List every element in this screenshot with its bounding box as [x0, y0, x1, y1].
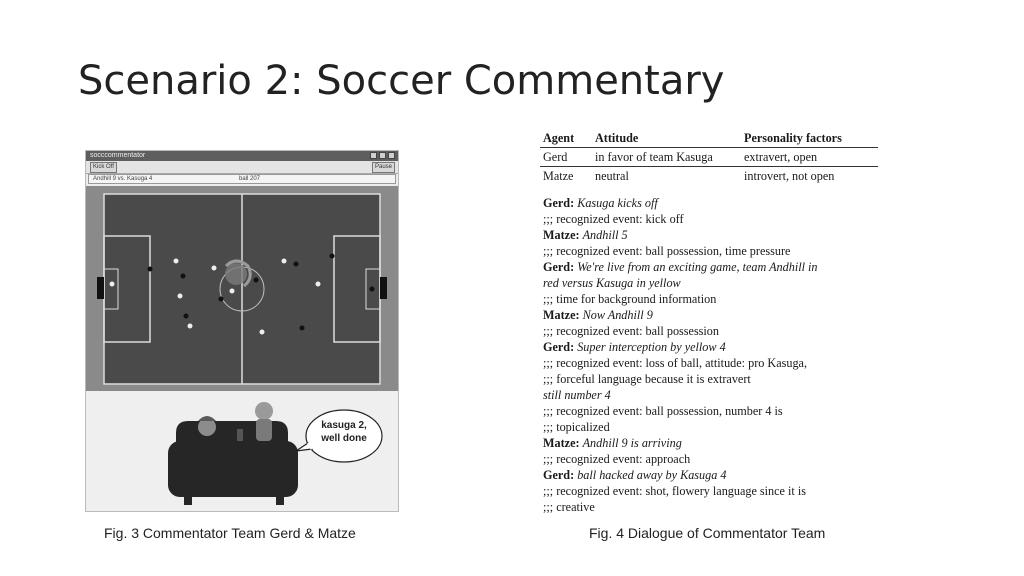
player-dot [174, 259, 179, 264]
event-note: ;;; recognized event: loss of ball, attitude: pro Kasuga, [543, 356, 807, 370]
player-dot [212, 266, 217, 271]
player-dot [316, 282, 321, 287]
event-note: ;;; topicalized [543, 420, 610, 434]
table-row [540, 167, 878, 186]
table-row [540, 148, 878, 167]
table-cell: Matze [543, 169, 574, 183]
figure-dialogue [540, 128, 880, 518]
player-dot [254, 278, 259, 283]
event-note: ;;; forceful language because it is extravert [543, 372, 751, 386]
header-agent: Agent [543, 131, 575, 145]
window-controls [370, 152, 395, 159]
speaker-label: Gerd: [543, 340, 575, 354]
event-note: ;;; recognized event: ball possession, time pressure [543, 244, 791, 258]
speaker-label: Gerd: [543, 468, 575, 482]
event-note: ;;; recognized event: ball possession [543, 324, 719, 338]
dialogue-line [543, 275, 881, 291]
table-cell: introvert, not open [744, 169, 835, 183]
dialogue-line [543, 195, 881, 211]
slide-title: Scenario 2: Soccer Commentary [78, 58, 725, 104]
speaker-label: Matze: [543, 436, 580, 450]
utterance: ball hacked away by Kasuga 4 [577, 468, 727, 482]
dialogue-line [543, 387, 881, 403]
agent-table [540, 128, 878, 186]
player-dot [260, 330, 265, 335]
ball-marker-glow [225, 263, 247, 285]
window-menubar [86, 161, 398, 174]
utterance: Super interception by yellow 4 [577, 340, 726, 354]
player-dot [219, 297, 224, 302]
player-dot [188, 324, 193, 329]
header-personality: Personality factors [744, 131, 842, 145]
player-dot [148, 267, 153, 272]
speech-bubble-text: kasuga 2, well done [321, 420, 367, 444]
event-note: ;;; creative [543, 500, 595, 514]
player-dot [330, 254, 335, 259]
goal-right [380, 277, 387, 299]
table-cell: extravert, open [744, 150, 818, 164]
goal-left [97, 277, 104, 299]
score-readout: Andhill 9 vs. Kasuga 4 [93, 176, 153, 182]
kick-off-button: Kick Off [90, 162, 117, 173]
dialogue-line [543, 243, 881, 259]
utterance: Andhill 5 [582, 228, 628, 242]
utterance: still number 4 [543, 388, 611, 402]
speaker-label: Gerd: [543, 196, 575, 210]
window-titlebar [86, 151, 398, 161]
utterance: We're live from an exciting game, team Andhill in [577, 260, 818, 274]
commentator-mug [237, 429, 243, 441]
dialogue-line [543, 451, 881, 467]
utterance: Now Andhill 9 [582, 308, 653, 322]
player-dot [300, 326, 305, 331]
dialogue-line [543, 371, 881, 387]
dialogue-line [543, 467, 881, 483]
player-dot [370, 287, 375, 292]
utterance: red versus Kasuga in yellow [543, 276, 681, 290]
dialogue-line [543, 291, 881, 307]
utterance: Andhill 9 is arriving [582, 436, 682, 450]
player-dot [110, 282, 115, 287]
event-note: ;;; recognized event: approach [543, 452, 691, 466]
figure3-caption: Fig. 3 Commentator Team Gerd & Matze [104, 525, 356, 541]
soccer-pitch [86, 186, 398, 391]
commentator-matze-head [255, 402, 273, 420]
dialogue-line [543, 339, 881, 355]
couch-leg [184, 495, 192, 505]
player-dot [230, 289, 235, 294]
commentator-matze-body [256, 419, 272, 441]
speaker-label: Gerd: [543, 260, 575, 274]
player-dot [178, 294, 183, 299]
dialogue-line [543, 323, 881, 339]
event-note: ;;; recognized event: shot, flowery language since it is [543, 484, 806, 498]
player-dot [282, 259, 287, 264]
window-status-bar [88, 174, 396, 184]
event-note: ;;; time for background information [543, 292, 717, 306]
player-dot [181, 274, 186, 279]
table-header-row [540, 128, 878, 148]
utterance: Kasuga kicks off [577, 196, 658, 210]
player-dot [184, 314, 189, 319]
dialogue-line [543, 403, 881, 419]
pause-button: Pause [372, 162, 395, 173]
dialogue-line [543, 483, 881, 499]
maximize-icon [379, 152, 386, 159]
event-note: ;;; recognized event: kick off [543, 212, 684, 226]
table-cell: in favor of team Kasuga [595, 150, 713, 164]
commentators-scene [86, 391, 398, 511]
figure-commentator-screenshot [85, 150, 399, 512]
dialogue-line [543, 259, 881, 275]
dialogue-line [543, 307, 881, 323]
speaker-label: Matze: [543, 308, 580, 322]
dialogue-transcript [543, 195, 881, 515]
dialogue-line [543, 435, 881, 451]
speaker-label: Matze: [543, 228, 580, 242]
ball-readout: ball 207 [239, 176, 261, 182]
dialogue-line [543, 355, 881, 371]
event-note: ;;; recognized event: ball possession, number 4 is [543, 404, 783, 418]
dialogue-line [543, 499, 881, 515]
dialogue-line [543, 419, 881, 435]
header-attitude: Attitude [595, 131, 639, 145]
window-title: socccommentator [90, 152, 146, 159]
couch-seat [168, 441, 298, 497]
player-dot [294, 262, 299, 267]
couch-leg [276, 495, 284, 505]
minimize-icon [370, 152, 377, 159]
table-cell: neutral [595, 169, 629, 183]
dialogue-line [543, 227, 881, 243]
close-icon [388, 152, 395, 159]
figure4-caption: Fig. 4 Dialogue of Commentator Team [589, 525, 826, 541]
table-cell: Gerd [543, 150, 568, 164]
dialogue-line [543, 211, 881, 227]
